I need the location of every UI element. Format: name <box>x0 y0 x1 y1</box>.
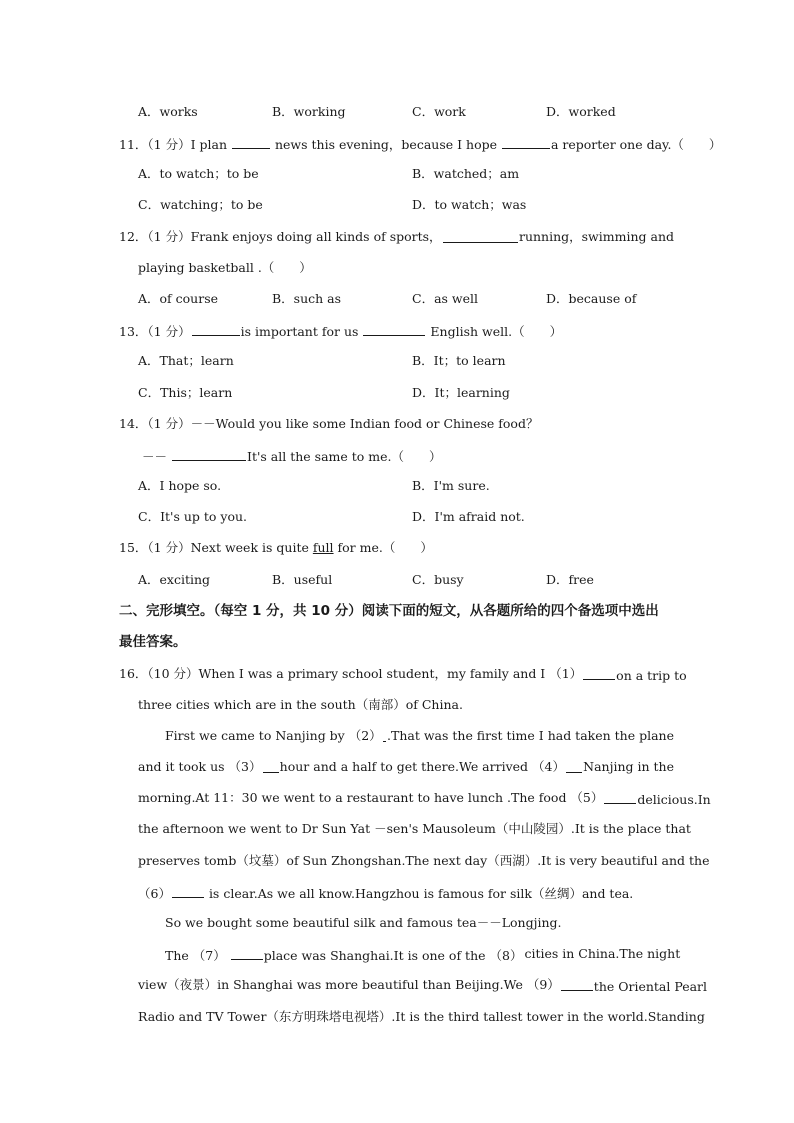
answer-blank[interactable] <box>443 229 518 243</box>
q13-stem-part: is important for us <box>240 324 359 339</box>
q11-stem-part: news this evening，because I hope <box>274 137 497 152</box>
q16-line-9: So we bought some beautiful silk and famous tea－－Longjing. <box>165 915 562 930</box>
answer-blank[interactable] <box>172 447 246 461</box>
q16-line-5 <box>138 790 711 808</box>
q16-text: morning.At 11：30 we went to a restaurant to have lunch .The food （5） <box>138 790 604 805</box>
q16-line-7: preserves tomb（坟墓）of Sun Zhongshan.The next day（西湖）.It is very beautiful and the <box>138 853 710 868</box>
q15-option-a: A．exciting <box>138 572 211 587</box>
q16-line-2: three cities which are in the south（南部）of China. <box>138 697 463 712</box>
q13-option-b: B．It；to learn <box>412 353 506 368</box>
answer-blank[interactable] <box>561 977 593 991</box>
answer-blank[interactable] <box>192 322 240 336</box>
answer-blank[interactable] <box>604 790 636 804</box>
q13-option-d: D．It；learning <box>412 385 510 400</box>
answer-blank[interactable] <box>502 135 550 149</box>
q16-text: view（夜景）in Shanghai was more beautiful than Beijing.We （9） <box>138 977 560 992</box>
q11-option-a: A．to watch；to be <box>138 166 259 181</box>
q16-text: The （7） <box>165 948 226 963</box>
q14-reply-part: It's all the same to me.（ ） <box>247 449 442 464</box>
q14-reply-part: －－ <box>142 449 168 464</box>
q14-stem: 14．（1 分）－－Would you like some Indian food or Chinese food？ <box>119 416 539 431</box>
q15-stem <box>119 540 433 556</box>
q12-stem-cont: playing basketball .（ ） <box>138 260 312 275</box>
q16-line-1 <box>119 666 687 684</box>
answer-blank[interactable] <box>566 759 582 773</box>
q11-option-d: D．to watch；was <box>412 197 527 212</box>
q14-option-b: B．I'm sure. <box>412 478 490 493</box>
answer-blank[interactable] <box>363 322 425 336</box>
q14-option-a: A．I hope so. <box>138 478 222 493</box>
q16-text: 16．（10 分）When I was a primary school student，my family and I （1） <box>119 666 583 681</box>
q13-stem <box>119 322 562 340</box>
q16-line-11 <box>138 977 708 995</box>
q11-option-c: C．watching；to be <box>138 197 263 212</box>
q11-stem-part: 11．（1 分）I plan <box>119 137 227 152</box>
q16-line-10 <box>165 946 681 964</box>
q13-option-c: C．This；learn <box>138 385 233 400</box>
section-heading: 二、完形填空。（每空 1 分，共 10 分）阅读下面的短文，从各题所给的四个备选项中选出 <box>119 603 659 619</box>
answer-blank[interactable] <box>232 135 270 149</box>
q15-underlined-word: full <box>312 540 334 555</box>
q14-option-c: C．It's up to you. <box>138 509 248 524</box>
q13-option-a: A．That；learn <box>138 353 234 368</box>
q14-reply <box>142 447 442 465</box>
q16-text: the Oriental Pearl <box>593 979 708 994</box>
q16-line-4 <box>138 759 674 775</box>
q13-stem-part: English well.（ ） <box>430 324 563 339</box>
q10-option-a: A．works <box>138 104 198 119</box>
q12-option-b: B．such as <box>272 291 342 306</box>
q12-stem-part: running，swimming and <box>518 229 674 244</box>
q15-option-b: B．useful <box>272 572 333 587</box>
answer-blank[interactable] <box>383 728 386 742</box>
q16-text: place was Shanghai.It is one of the （8） <box>263 948 523 963</box>
q16-line-12: Radio and TV Tower（东方明珠塔电视塔）.It is the third tallest tower in the world.Standing <box>138 1009 705 1024</box>
q16-text: First we came to Nanjing by （2） <box>165 728 382 743</box>
q15-stem-part: 15．（1 分）Next week is quite <box>119 540 309 555</box>
q15-option-d: D．free <box>546 572 594 587</box>
q15-stem-part: for me.（ ） <box>337 540 433 555</box>
q16-text: on a trip to <box>616 668 687 683</box>
q11-option-b: B．watched；am <box>412 166 520 181</box>
answer-blank[interactable] <box>172 884 204 898</box>
answer-blank[interactable] <box>263 759 279 773</box>
q11-stem <box>119 135 721 153</box>
q16-line-6: the afternoon we went to Dr Sun Yat －sen's Mausoleum（中山陵园）.It is the place that <box>138 821 691 836</box>
answer-blank[interactable] <box>583 666 615 680</box>
q14-option-d: D．I'm afraid not. <box>412 509 525 524</box>
q16-text: （6） <box>138 886 171 901</box>
q16-line-8 <box>138 884 633 902</box>
q11-stem-part: a reporter one day.（ ） <box>550 137 722 152</box>
q12-option-c: C．as well <box>412 291 478 306</box>
section-heading-cont: 最佳答案。 <box>119 634 187 650</box>
q10-option-b: B．working <box>272 104 346 119</box>
answer-blank[interactable] <box>231 946 263 960</box>
q10-option-d: D．worked <box>546 104 616 119</box>
q15-option-c: C．busy <box>412 572 464 587</box>
q16-text: and it took us （3） <box>138 759 262 774</box>
q12-stem-part: 12．（1 分）Frank enjoys doing all kinds of sports， <box>119 229 442 244</box>
q16-text: cities in China.The night <box>524 946 681 961</box>
q12-option-d: D．because of <box>546 291 637 306</box>
q16-text: hour and a half to get there.We arrived （4） <box>279 759 565 774</box>
q16-text: Nanjing in the <box>583 759 674 774</box>
q16-text: .That was the first time I had taken the plane <box>387 728 674 743</box>
q12-option-a: A．of course <box>138 291 219 306</box>
q16-text: delicious.In <box>637 792 711 807</box>
q10-option-c: C．work <box>412 104 466 119</box>
q13-stem-part: 13．（1 分） <box>119 324 191 339</box>
q16-text: is clear.As we all know.Hangzhou is famous for silk（丝绸）and tea. <box>208 886 634 901</box>
q16-line-3 <box>165 728 674 744</box>
q12-stem <box>119 229 674 245</box>
